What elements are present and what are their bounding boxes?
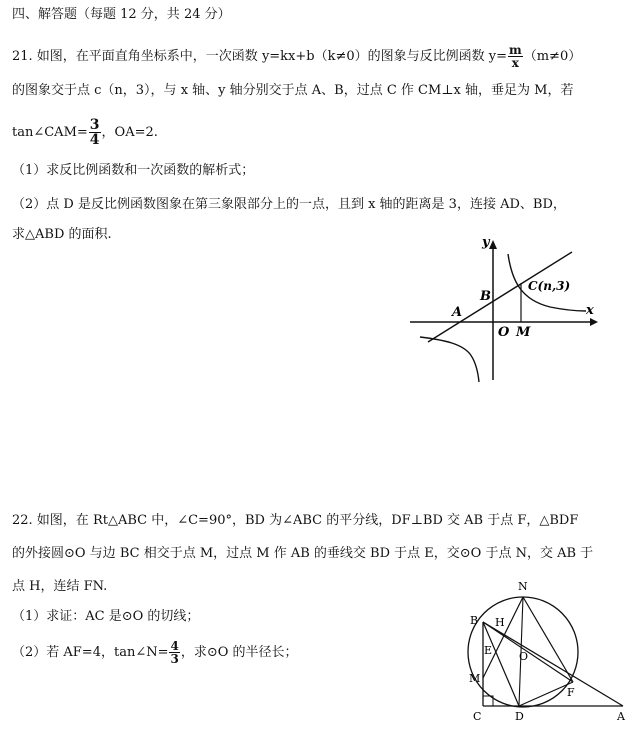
q21-label-M: M <box>516 325 531 340</box>
q21-label-y: y <box>482 235 490 250</box>
q21-part1: （1）求反比例函数和一次函数的解析式； <box>12 163 255 178</box>
q22-label-C: C <box>473 710 482 723</box>
q21-part2-line1: （2）点 D 是反比例函数图象在第三象限部分上的一点，且到 x 轴的距离是 3，连接 AD、BD， <box>12 197 566 212</box>
q22-label-O: O <box>519 650 529 663</box>
section-title: 四、解答题（每题 12 分，共 24 分） <box>12 7 231 22</box>
q22-part2-pre: （2）若 AF=4，tan∠N= <box>12 645 169 660</box>
q22-part2-post: ，求⊙O 的半径长； <box>180 645 298 660</box>
q21-tan-den: 4 <box>89 132 100 148</box>
q21-fraction-m-over-x <box>508 44 523 69</box>
q22-frac-num: 4 <box>170 639 179 653</box>
q22-part2 <box>12 640 298 665</box>
q22-label-A: A <box>617 710 625 723</box>
q21-part2-line2: 求△ABD 的面积. <box>12 227 112 242</box>
q22-part1: （1）求证：AC 是⊙O 的切线； <box>12 609 200 624</box>
q21-line2: 的图象交于点 c（n，3），与 x 轴、y 轴分别交于点 A、B，过点 C 作 CM⊥x 轴，垂足为 M，若 <box>12 83 574 98</box>
q22-fraction-4-over-3 <box>169 640 179 665</box>
q21-label-B: B <box>480 289 491 304</box>
q21-line1 <box>12 44 581 69</box>
q21-tan-num: 3 <box>89 117 100 133</box>
q22-label-H: H <box>495 616 505 629</box>
q21-label-x: x <box>586 303 594 318</box>
q21-label-O: O <box>498 325 510 340</box>
q22-line2: 的外接圆⊙O 与边 BC 相交于点 M，过点 M 作 AB 的垂线交 BD 于点 E，交⊙O 于点 N，交 AB 于 <box>12 546 594 561</box>
q21-line1-post: （m≠0） <box>523 49 582 64</box>
q21-fraction-3-over-4 <box>89 118 101 147</box>
q21-frac-den: x <box>511 56 519 70</box>
q22-line3: 点 H，连结 FN. <box>12 579 108 594</box>
q21-line3-post: ，OA=2. <box>101 125 158 140</box>
q21-line3 <box>12 118 158 147</box>
q21-y-arrow <box>489 240 497 249</box>
q21-label-C: C(n,3) <box>528 279 571 293</box>
q21-frac-num: m <box>509 43 522 57</box>
q22-label-D: D <box>515 710 524 723</box>
q22-figure <box>455 578 633 732</box>
q22-label-M: M <box>469 672 481 685</box>
q22-frac-den: 3 <box>170 652 179 666</box>
q22-label-B: B <box>470 614 479 627</box>
q21-hyperbola-q3 <box>420 337 479 382</box>
q22-label-F: F <box>567 686 575 699</box>
q21-line1-pre: 21. 如图，在平面直角坐标系中，一次函数 y=kx+b（k≠0）的图象与反比例函数 y= <box>12 49 508 64</box>
q22-label-N: N <box>518 580 528 593</box>
q22-label-E: E <box>484 644 493 657</box>
q21-x-arrow <box>590 318 598 326</box>
q21-figure <box>400 232 610 392</box>
q21-line3-pre: tan∠CAM= <box>12 125 88 140</box>
q22-segment-fn <box>523 597 573 682</box>
q21-label-A: A <box>452 305 463 320</box>
q22-line1: 22. 如图，在 Rt△ABC 中，∠C=90°，BD 为∠ABC 的平分线，DF⊥BD 交 AB 于点 F，△BDF <box>12 513 579 528</box>
